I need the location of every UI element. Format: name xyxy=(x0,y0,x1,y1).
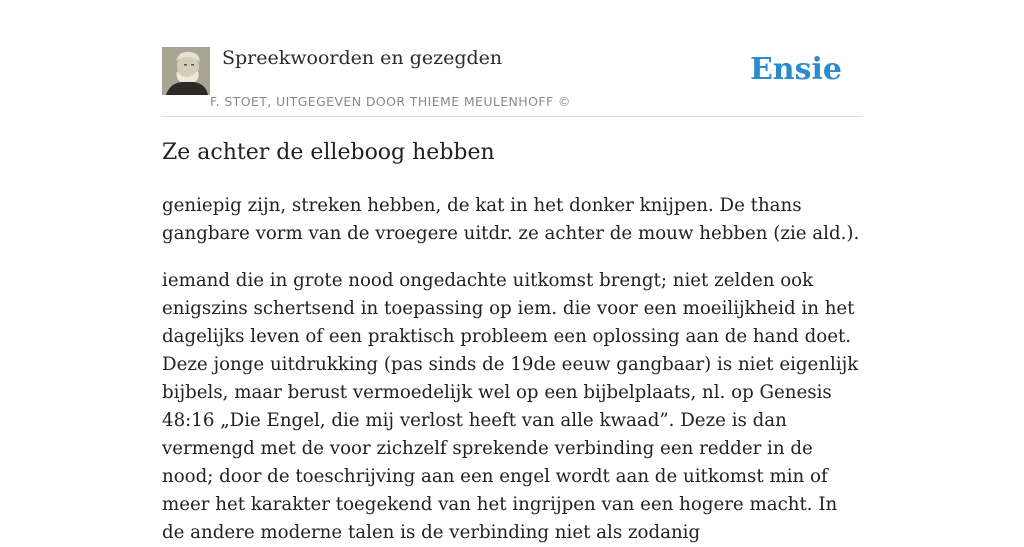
header xyxy=(162,40,862,117)
entry-title: Ze achter de elleboog hebben xyxy=(162,140,495,165)
brand-logo[interactable]: Ensie xyxy=(749,52,842,87)
book-title[interactable]: Spreekwoorden en gezegden xyxy=(222,47,503,69)
author-portrait-icon[interactable] xyxy=(162,47,210,95)
definition-paragraph: geniepig zijn, streken hebben, de kat in het donker knijpen. De thans gangbare vorm van de vroegere uitdr. ze achter de mouw hebben (zie ald.). xyxy=(162,195,860,244)
definition-paragraph: iemand die in grote nood ongedachte uitkomst brengt; niet zelden ook enigszins schertsend in toepassing op iem. die voor een moeilijkheid in het dagelijks leven of een praktisch probleem een oplossing aan de hand doet. Deze jonge uitdrukking (pas sinds de 19de eeuw gangbaar) is niet eigenlijk bijbels, maar berust vermoedelijk wel op een bijbelplaats, nl. op Genesis 48:16 „Die Engel, die mij verlost heeft van alle kwaad”. Deze is dan vermengd met de voor zichzelf sprekende verbinding een redder in de nood; door de toeschrijving aan een engel wordt aan de uitkomst min of meer het karakter toegekend van het ingrijpen van een hogere macht. In de andere moderne talen is de verbinding niet als zodanig xyxy=(162,270,859,543)
attribution: F. STOET, UITGEGEVEN DOOR THIEME MEULENHOFF © xyxy=(210,94,571,109)
